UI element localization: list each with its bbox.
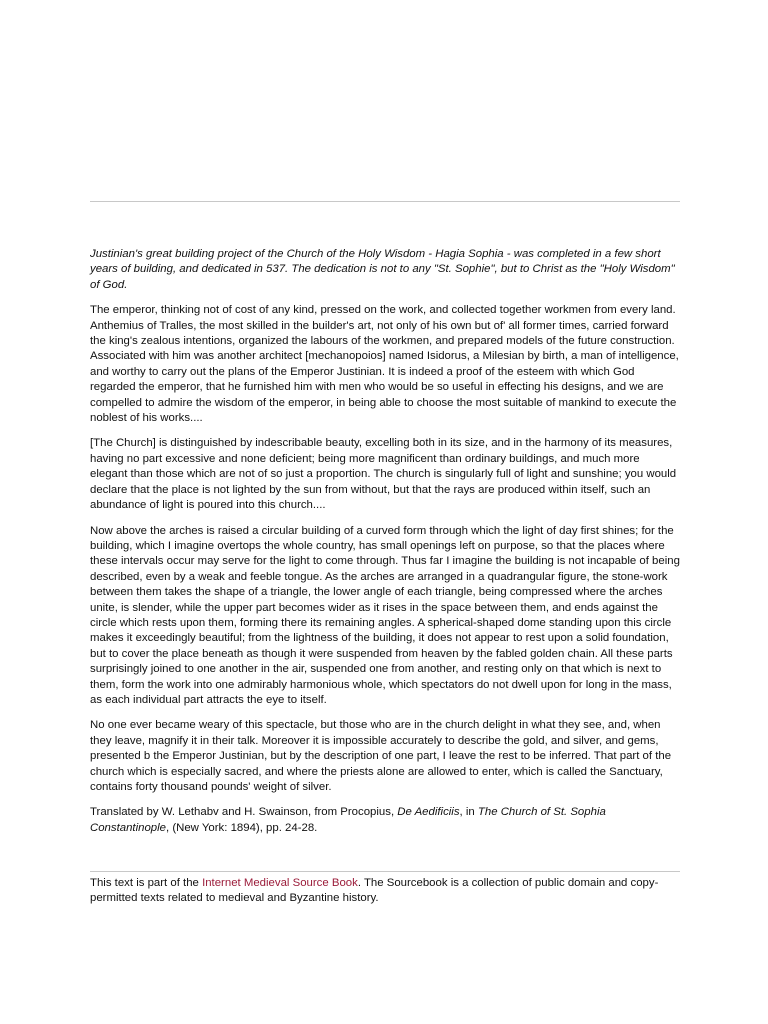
footer-suffix: . The Sourcebook is a collection of public domain and copy-permitted texts related to medieval and Byzantine history. [90, 877, 659, 905]
bottom-divider [90, 871, 680, 872]
sourcebook-link[interactable]: Internet Medieval Source Book [202, 877, 358, 889]
intro-paragraph: Justinian's great building project of the Church of the Holy Wisdom - Hagia Sophia - was completed in a few short years of building, and dedicated in 537. The dedication is not to any "St. Sophie", but to Christ as the "Holy Wisdom" of God. [90, 248, 675, 291]
top-divider [90, 201, 680, 202]
body-paragraph-3: Now above the arches is raised a circular building of a curved form through which the light of day first shines; for the building, which I imagine overtops the whole country, has small openings left on purpose, so that the places where these intervals occur may serve for the light to come through. Thus far I imagine the building is not incapable of being described, even by a weak and feeble tongue. As the arches are arranged in a quadrangular figure, the stone-work between them takes the shape of a triangle, the lower angle of each triangle, being compressed where the arches unite, is slender, while the upper part becomes wider as it rises in the space between them, and ends against the circle which rests upon them, forming there its remaining angles. A spherical-shaped dome standing upon this circle makes it exceedingly beautiful; from the lightness of the building, it does not appear to rest upon a solid foundation, but to cover the place beneath as though it were suspended from heaven by the fabled golden chain. All these parts surprisingly joined to one another in the air, suspended one from another, and resting only on that which is next to them, form the work into one admirably harmonious whole, which spectators do not dwell upon for long in the mass, as each individual part attracts the eye to itself. [90, 524, 680, 706]
citation-work-title: De Aedificiis [397, 806, 460, 819]
citation-prefix: Translated by W. Lethabv and H. Swainson, from Procopius, [90, 806, 398, 819]
body-paragraph-4: No one ever became weary of this spectacle, but those who are in the church delight in what they see, and, when they leave, magnify it in their talk. Moreover it is impossible accurately to describe the gold, and silver, and gems, presented b the Emperor Justinian, but by the description of one part, I leave the rest to be inferred. That part of the church which is especially sacred, and where the priests alone are allowed to enter, which is called the Sanctuary, contains forty thousand pounds' weight of silver. [90, 719, 672, 793]
citation-suffix: , (New York: 1894), pp. 24-28. [166, 821, 318, 834]
citation-book-title: The Church of St. Sophia Constantinople [90, 806, 606, 834]
footer-note [90, 876, 680, 907]
citation-middle: , in [459, 806, 478, 819]
body-paragraph-2: [The Church] is distinguished by indescribable beauty, excelling both in its size, and in the harmony of its measures, having no part excessive and none deficient; being more magnificent than ordinary buildings, and much more elegant than those which are not of so just a proportion. The church is singularly full of light and sunshine; you would declare that the place is not lighted by the sun from without, but that the rays are produced within itself, such an abundance of light is poured into this church.... [90, 437, 677, 512]
citation [90, 805, 680, 836]
body-paragraph-1: The emperor, thinking not of cost of any kind, pressed on the work, and collected together workmen from every land. Anthemius of Tralles, the most skilled in the builder's art, not only of his own but of' all former times, carried forward the king's zealous intentions, organized the labours of the workmen, and prepared models of the future construction. Associated with him was another architect [mechanopoios] named Isidorus, a Milesian by birth, a man of intelligence, and worthy to carry out the plans of the Emperor Justinian. It is indeed a proof of the esteem with which God regarded the emperor, that he furnished him with men who would be so useful in effecting his designs, and we are compelled to admire the wisdom of the emperor, in being able to choose the most suitable of mankind to execute the noblest of his works.... [90, 304, 679, 425]
document-body [90, 247, 680, 846]
footer-prefix: This text is part of the [90, 877, 203, 889]
